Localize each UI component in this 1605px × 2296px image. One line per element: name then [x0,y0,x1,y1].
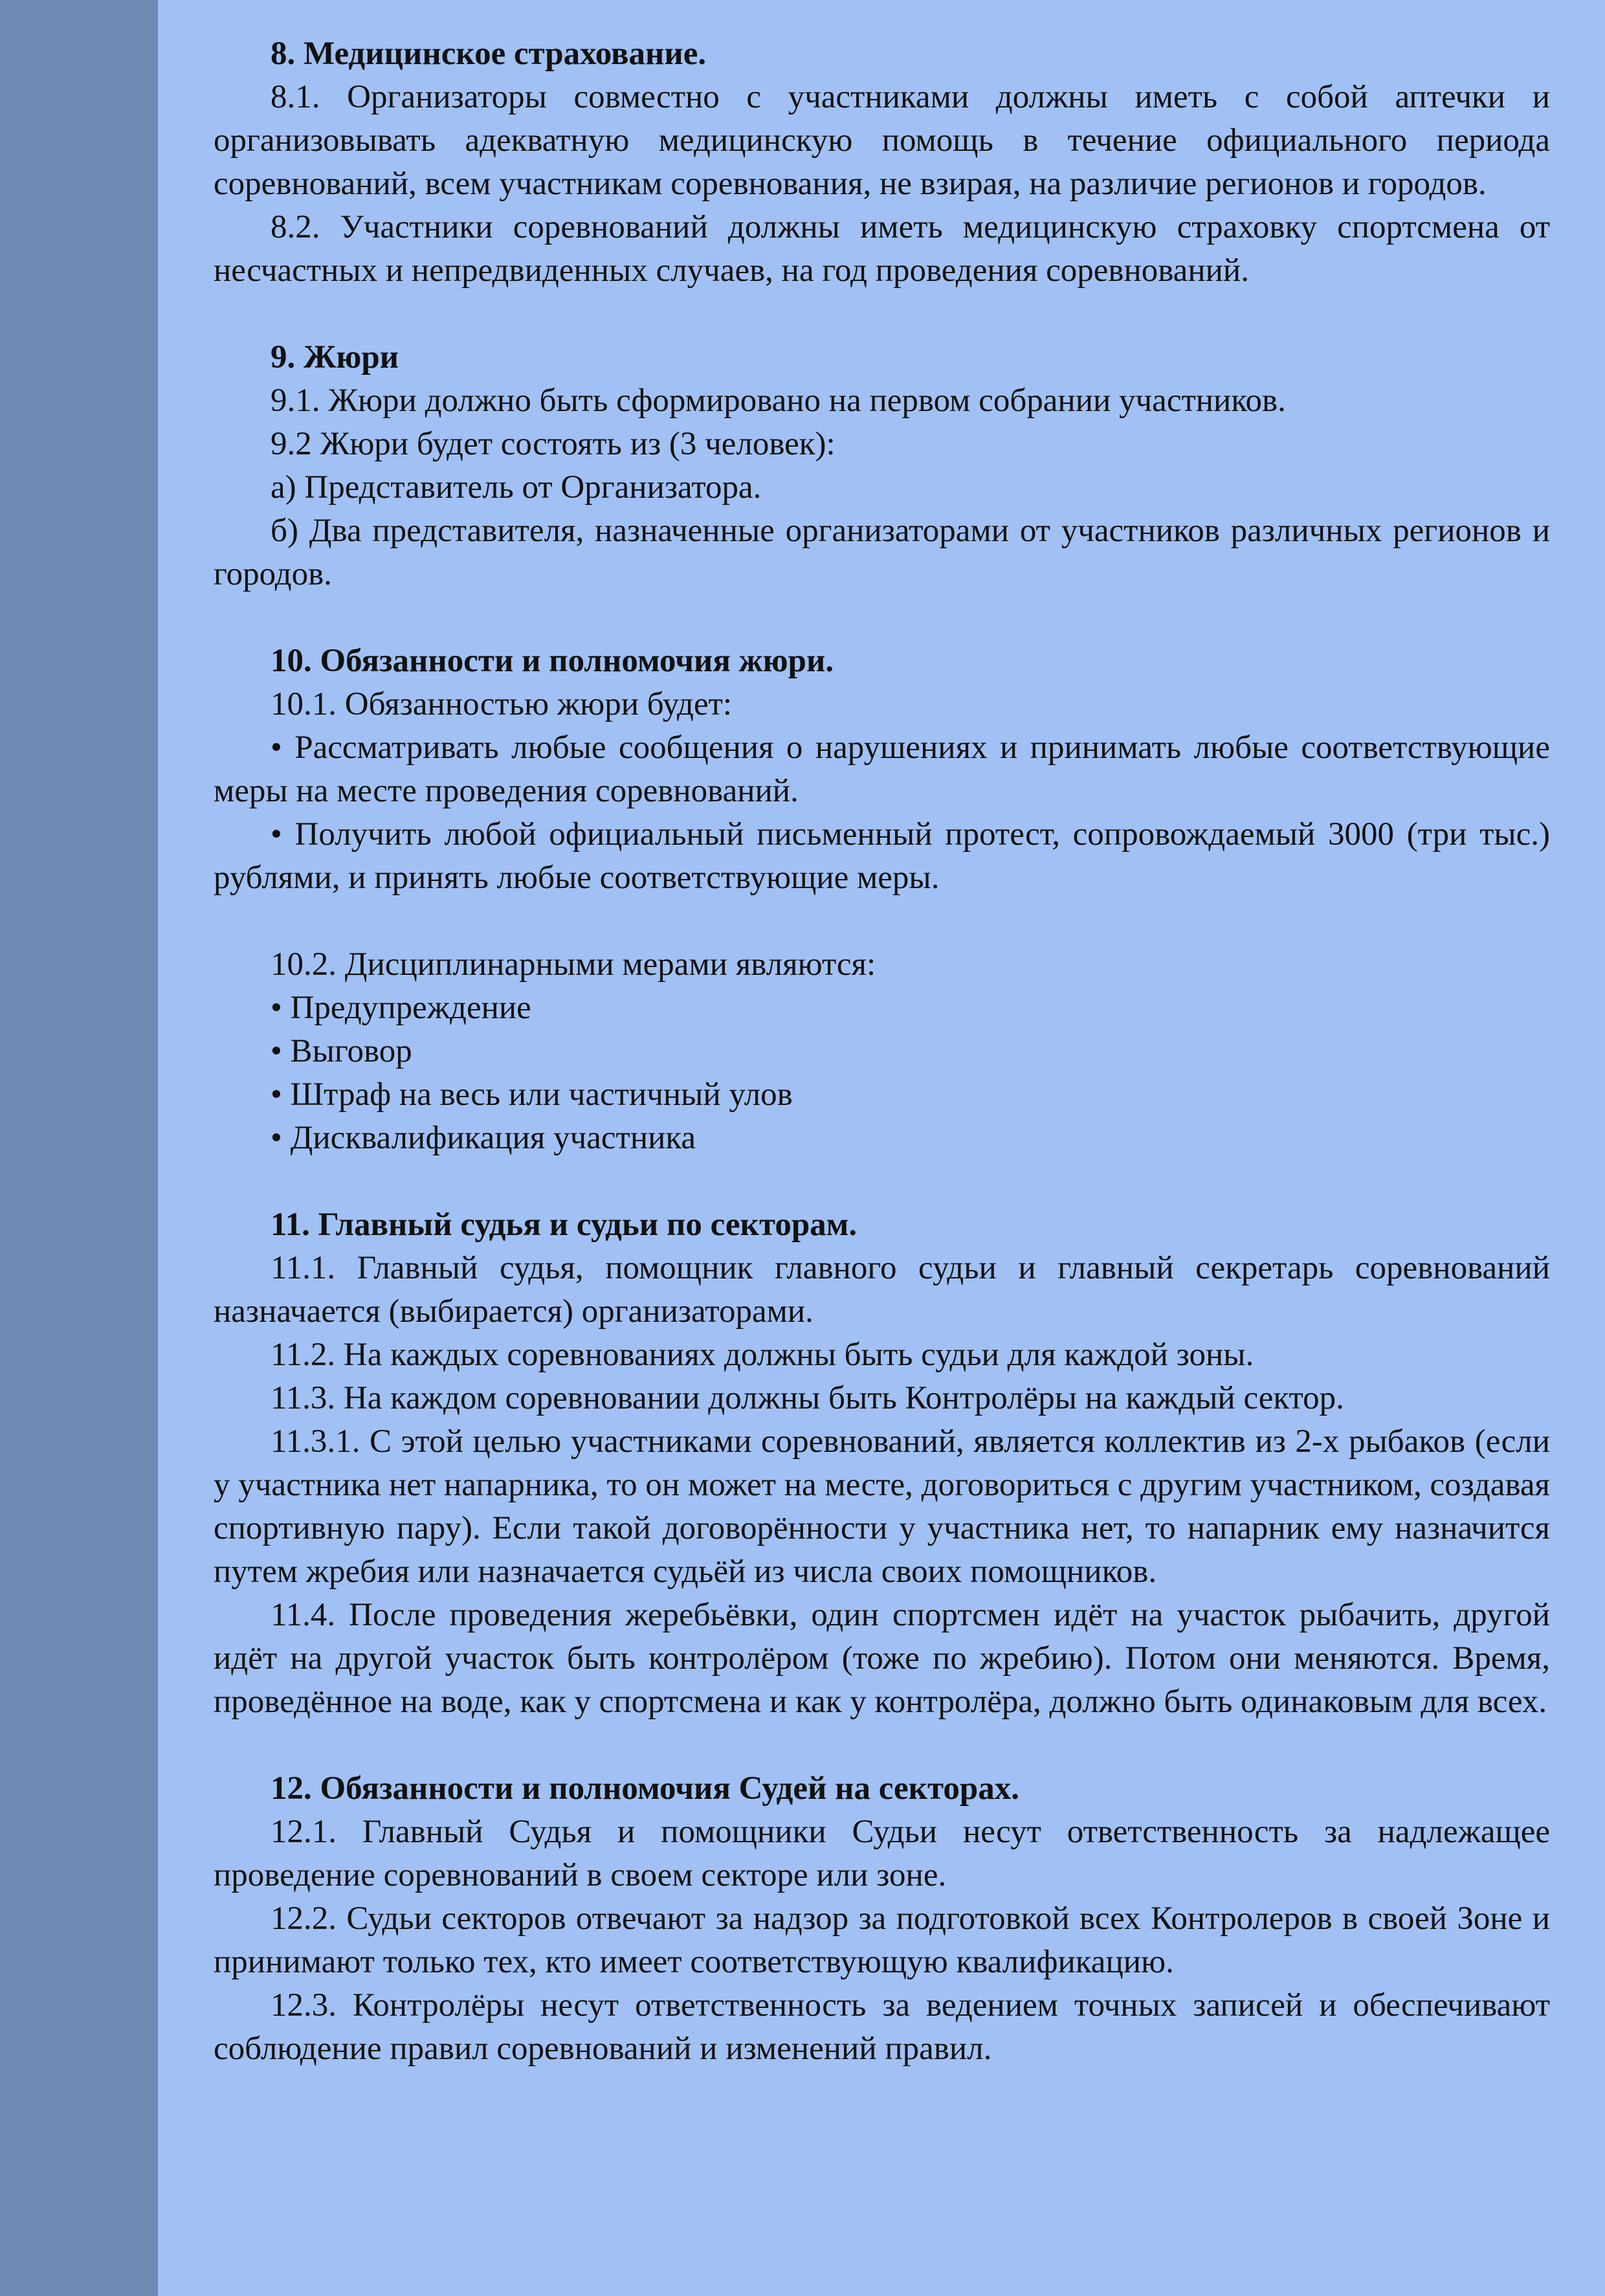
paragraph-12-3: 12.3. Контролёры несут ответственность за ведением точных записей и обеспечивают соблюдение правил соревнований и изменений правил. [214,1987,1550,2067]
list-item: • Штраф на весь или частичный улов [271,1076,793,1113]
bullet-10-1-b: • Получить любой официальный письменный протест, сопровождаемый 3000 (три тыс.) рублями, и принять любые соответствующие меры. [214,816,1550,896]
paragraph-11-2: 11.2. На каждых соревнованиях должны быть судьи для каждой зоны. [271,1337,1254,1373]
paragraph-12-2: 12.2. Судьи секторов отвечают за надзор за подготовкой всех Контролеров в своей Зоне и принимают только тех, кто имеет соответствующую квалификацию. [214,1900,1550,1980]
spacer [214,596,1550,640]
section-heading-10: 10. Обязанности и полномочия жюри. [271,643,834,679]
left-sidebar-stripe [0,0,158,2296]
spacer [214,1724,1550,1767]
paragraph-12-1: 12.1. Главный Судья и помощники Судьи несут ответственность за надлежащее проведение соревнований в своем секторе или зоне. [214,1814,1550,1893]
paragraph-11-3: 11.3. На каждом соревновании должны быть Контролёры на каждый сектор. [271,1380,1344,1416]
paragraph-8-2: 8.2. Участники соревнований должны иметь медицинскую страховку спортсмена от несчастных и непредвиденных случаев, на год проведения соревнований. [214,209,1550,289]
document-page [214,32,1550,2071]
spacer [214,900,1550,943]
paragraph-11-3-1: 11.3.1. С этой целью участниками соревнований, является коллектив из 2-х рыбаков (если у участника нет напарника, то он может на месте, договориться с другим участником, создавая спортивную пару). Если такой договорённости у участника нет, то напарник ему назначится путем жребия или назначается судьёй из числа своих помощников. [214,1423,1550,1590]
spacer [214,293,1550,336]
bullet-10-1-a: • Рассматривать любые сообщения о нарушениях и принимать любые соответствующие меры на месте проведения соревнований. [214,730,1550,809]
paragraph-11-1: 11.1. Главный судья, помощник главного судьи и главный секретарь соревнований назначается (выбирается) организаторами. [214,1250,1550,1330]
paragraph-9-2: 9.2 Жюри будет состоять из (3 человек): [271,426,836,462]
paragraph-9-b: б) Два представителя, назначенные организаторами от участников различных регионов и городов. [214,513,1550,592]
list-item: • Дисквалификация участника [271,1120,696,1156]
spacer [214,1160,1550,1203]
list-item: • Выговор [271,1033,412,1069]
paragraph-8-1: 8.1. Организаторы совместно с участниками должны иметь с собой аптечки и организовывать адекватную медицинскую помощь в течение официального периода соревнований, всем участникам соревнования, не взирая, на различие регионов и городов. [214,79,1550,202]
section-heading-9: 9. Жюри [271,339,399,375]
section-heading-8: 8. Медицинское страхование. [271,36,707,72]
paragraph-11-4: 11.4. После проведения жеребьёвки, один спортсмен идёт на участок рыбачить, другой идёт на другой участок быть контролёром (тоже по жребию). Потом они меняются. Время, проведённое на воде, как у спортсмена и как у контролёра, должно быть одинаковым для всех. [214,1597,1550,1720]
paragraph-10-1: 10.1. Обязанностью жюри будет: [271,686,733,722]
list-item: • Предупреждение [271,990,531,1026]
paragraph-10-2: 10.2. Дисциплинарными мерами являются: [271,946,876,983]
paragraph-9-a: а) Представитель от Организатора. [271,469,762,506]
paragraph-9-1: 9.1. Жюри должно быть сформировано на первом собрании участников. [271,383,1286,419]
section-heading-12: 12. Обязанности и полномочия Судей на секторах. [271,1770,1020,1807]
section-heading-11: 11. Главный судья и судьи по секторам. [271,1207,858,1243]
